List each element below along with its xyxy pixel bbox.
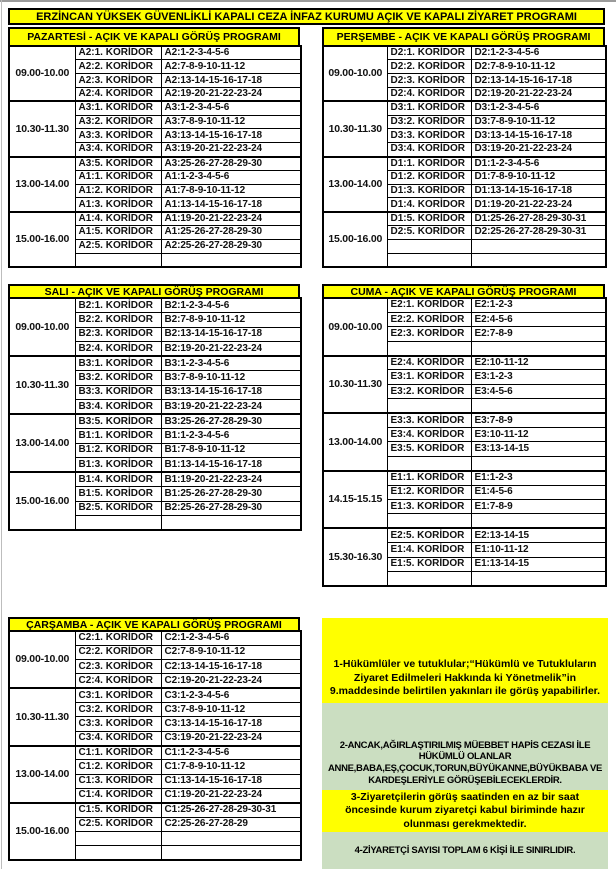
notes-box (322, 618, 608, 869)
ward-numbers-cell: B2:7-8-9-10-11-12 (161, 313, 301, 328)
time-slot: 14.15-15.15 (323, 471, 387, 529)
corridor-cell: B3:5. KORİDOR (75, 414, 161, 429)
day-header-pazartesi: PAZARTESİ - AÇIK VE KAPALI GÖRÜŞ PROGRAMI (8, 27, 300, 45)
ward-numbers-cell: E2:10-11-12 (471, 356, 606, 370)
ward-numbers-cell: C3:1-2-3-4-5-6 (161, 688, 301, 702)
corridor-cell (75, 253, 161, 267)
corridor-cell: A3:2. KORİDOR (75, 115, 161, 129)
ward-numbers-cell: B2:25-26-27-28-29-30 (161, 501, 301, 516)
corridor-cell: D3:4. KORİDOR (387, 143, 471, 157)
corridor-cell: C2:3. KORİDOR (75, 660, 161, 674)
corridor-cell: E1:4. KORİDOR (387, 543, 471, 557)
corridor-cell: E1:5. KORİDOR (387, 557, 471, 571)
schedule-table-cuma (322, 297, 607, 587)
schedule-row (9, 356, 301, 371)
corridor-cell: D1:2. KORİDOR (387, 170, 471, 184)
corridor-cell: D2:5. KORİDOR (387, 226, 471, 240)
ward-numbers-cell: E2:7-8-9 (471, 327, 606, 341)
schedule-row (323, 46, 606, 60)
time-slot: 15.00-16.00 (9, 212, 75, 267)
schedule-row (9, 746, 301, 760)
corridor-cell: C2:2. KORİDOR (75, 645, 161, 659)
ward-numbers-cell: D2:19-20-21-22-23-24 (471, 87, 606, 101)
ward-numbers-cell: D2:7-8-9-10-11-12 (471, 60, 606, 74)
schedule-table-persembe (322, 45, 607, 268)
ward-numbers-cell: C3:13-14-15-16-17-18 (161, 717, 301, 731)
ward-numbers-cell: E3:10-11-12 (471, 428, 606, 442)
ward-numbers-cell: D1:19-20-21-22-23-24 (471, 198, 606, 212)
ward-numbers-cell: A2:25-26-27-28-29-30 (161, 239, 301, 253)
ward-numbers-cell: C3:7-8-9-10-11-12 (161, 703, 301, 717)
schedule-row (9, 157, 301, 171)
schedule-table-carsamba (8, 630, 302, 861)
ward-numbers-cell (471, 253, 606, 267)
corridor-cell: D1:1. KORİDOR (387, 157, 471, 171)
ward-numbers-cell: C2:13-14-15-16-17-18 (161, 660, 301, 674)
ward-numbers-cell: E2:13-14-15 (471, 528, 606, 542)
schedule-row (323, 471, 606, 485)
corridor-cell: C1:2. KORİDOR (75, 760, 161, 774)
ward-numbers-cell: D2:25-26-27-28-29-30-31 (471, 226, 606, 240)
ward-numbers-cell: D3:7-8-9-10-11-12 (471, 115, 606, 129)
time-slot: 13.00-14.00 (323, 157, 387, 212)
corridor-cell: E3:3. KORİDOR (387, 413, 471, 427)
corridor-cell: D3:2. KORİDOR (387, 115, 471, 129)
time-slot: 09.00-10.00 (323, 46, 387, 101)
ward-numbers-cell: D2:1-2-3-4-5-6 (471, 46, 606, 60)
corridor-cell (75, 516, 161, 531)
time-slot: 10.30-11.30 (9, 688, 75, 745)
corridor-cell: C1:1. KORİDOR (75, 746, 161, 760)
corridor-cell: C3:1. KORİDOR (75, 688, 161, 702)
corridor-cell: A3:3. KORİDOR (75, 129, 161, 143)
schedule-table-pazartesi (8, 45, 302, 268)
schedule-row (323, 356, 606, 370)
schedule-row (323, 413, 606, 427)
corridor-cell: B3:1. KORİDOR (75, 356, 161, 371)
time-slot: 13.00-14.00 (9, 746, 75, 803)
corridor-cell: B1:4. KORİDOR (75, 472, 161, 487)
corridor-cell: C2:5. KORİDOR (75, 817, 161, 831)
corridor-cell (75, 846, 161, 860)
ward-numbers-cell: A3:19-20-21-22-23-24 (161, 143, 301, 157)
ward-numbers-cell: C2:19-20-21-22-23-24 (161, 674, 301, 688)
schedule-row (323, 101, 606, 115)
corridor-cell: D1:5. KORİDOR (387, 212, 471, 226)
schedule-row (9, 631, 301, 645)
ward-numbers-cell: B2:1-2-3-4-5-6 (161, 298, 301, 313)
ward-numbers-cell: A2:1-2-3-4-5-6 (161, 46, 301, 60)
schedule-row (9, 688, 301, 702)
time-slot: 10.30-11.30 (9, 356, 75, 414)
schedule-row (9, 101, 301, 115)
schedule-row (323, 157, 606, 171)
corridor-cell: A1:5. KORİDOR (75, 226, 161, 240)
ward-numbers-cell: E3:7-8-9 (471, 413, 606, 427)
schedule-row (9, 803, 301, 817)
schedule-table-wrap-persembe (322, 45, 605, 268)
corridor-cell: A3:5. KORİDOR (75, 157, 161, 171)
corridor-cell (387, 253, 471, 267)
ward-numbers-cell (161, 516, 301, 531)
time-slot: 15.00-16.00 (323, 212, 387, 267)
ward-numbers-cell: A3:7-8-9-10-11-12 (161, 115, 301, 129)
ward-numbers-cell: D3:19-20-21-22-23-24 (471, 143, 606, 157)
corridor-cell: E1:2. KORİDOR (387, 485, 471, 499)
ward-numbers-cell (471, 239, 606, 253)
corridor-cell: B1:3. KORİDOR (75, 458, 161, 473)
scan-edge-left (1, 0, 2, 869)
corridor-cell: A2:3. KORİDOR (75, 74, 161, 88)
ward-numbers-cell: E1:1-2-3 (471, 471, 606, 485)
corridor-cell: B3:4. KORİDOR (75, 400, 161, 415)
corridor-cell (387, 514, 471, 528)
ward-numbers-cell: A1:1-2-3-4-5-6 (161, 170, 301, 184)
corridor-cell: E1:3. KORİDOR (387, 499, 471, 513)
time-slot: 10.30-11.30 (9, 101, 75, 156)
schedule-row (9, 472, 301, 487)
corridor-cell: A2:2. KORİDOR (75, 60, 161, 74)
ward-numbers-cell: B3:7-8-9-10-11-12 (161, 371, 301, 386)
ward-numbers-cell: A3:25-26-27-28-29-30 (161, 157, 301, 171)
schedule-row (9, 46, 301, 60)
corridor-cell (387, 399, 471, 413)
corridor-cell: C2:1. KORİDOR (75, 631, 161, 645)
corridor-cell: E2:5. KORİDOR (387, 528, 471, 542)
corridor-cell: A2:1. KORİDOR (75, 46, 161, 60)
corridor-cell: A3:1. KORİDOR (75, 101, 161, 115)
corridor-cell: B1:2. KORİDOR (75, 443, 161, 458)
ward-numbers-cell: D3:13-14-15-16-17-18 (471, 129, 606, 143)
corridor-cell (387, 239, 471, 253)
time-slot: 13.00-14.00 (323, 413, 387, 471)
corridor-cell (75, 831, 161, 845)
corridor-cell: E2:4. KORİDOR (387, 356, 471, 370)
corridor-cell (387, 571, 471, 586)
time-slot: 09.00-10.00 (9, 46, 75, 101)
ward-numbers-cell: A1:7-8-9-10-11-12 (161, 184, 301, 198)
corridor-cell: A1:4. KORİDOR (75, 212, 161, 226)
schedule-row (323, 212, 606, 226)
ward-numbers-cell: C1:1-2-3-4-5-6 (161, 746, 301, 760)
note-1: 1-Hükümlüler ve tutuklular;“Hükümlü ve Tutukluların Ziyaret Edilmeleri Hakkında ki Yönetmelik”in 9.maddesinde belirtilen yakınları ile görüş yapabilirler. (322, 618, 608, 703)
corridor-cell: A1:2. KORİDOR (75, 184, 161, 198)
corridor-cell: A1:1. KORİDOR (75, 170, 161, 184)
ward-numbers-cell: A2:7-8-9-10-11-12 (161, 60, 301, 74)
corridor-cell: D1:3. KORİDOR (387, 184, 471, 198)
schedule-row (9, 212, 301, 226)
time-slot: 13.00-14.00 (9, 414, 75, 472)
ward-numbers-cell: A3:1-2-3-4-5-6 (161, 101, 301, 115)
ward-numbers-cell: C1:13-14-15-16-17-18 (161, 774, 301, 788)
ward-numbers-cell: C2:25-26-27-28-29 (161, 817, 301, 831)
schedule-row (9, 298, 301, 313)
schedule-table-wrap-sali (8, 297, 300, 531)
corridor-cell: C3:3. KORİDOR (75, 717, 161, 731)
day-header-persembe: PERŞEMBE - AÇIK VE KAPALI GÖRÜŞ PROGRAMI (322, 27, 605, 45)
schedule-row (323, 528, 606, 542)
ward-numbers-cell (471, 514, 606, 528)
section-cuma (322, 284, 605, 587)
schedule-table-wrap-carsamba (8, 630, 300, 861)
corridor-cell: C3:4. KORİDOR (75, 731, 161, 745)
corridor-cell: B2:3. KORİDOR (75, 327, 161, 342)
corridor-cell: A3:4. KORİDOR (75, 143, 161, 157)
corridor-cell: B1:1. KORİDOR (75, 429, 161, 444)
corridor-cell: D2:1. KORİDOR (387, 46, 471, 60)
schedule-table-sali (8, 297, 302, 531)
corridor-cell: C1:4. KORİDOR (75, 788, 161, 802)
ward-numbers-cell: E3:4-5-6 (471, 384, 606, 398)
ward-numbers-cell: E1:13-14-15 (471, 557, 606, 571)
ward-numbers-cell: B3:25-26-27-28-29-30 (161, 414, 301, 429)
corridor-cell: E2:2. KORİDOR (387, 312, 471, 326)
corridor-cell: B2:4. KORİDOR (75, 342, 161, 357)
ward-numbers-cell (471, 341, 606, 355)
time-slot: 15.00-16.00 (9, 472, 75, 530)
ward-numbers-cell: A2:19-20-21-22-23-24 (161, 87, 301, 101)
ward-numbers-cell: B1:25-26-27-28-29-30 (161, 487, 301, 502)
schedule-row (323, 298, 606, 312)
corridor-cell: B3:3. KORİDOR (75, 385, 161, 400)
note-4: 4-ZİYARETÇİ SAYISI TOPLAM 6 KİŞİ İLE SINIRLIDIR. (322, 832, 608, 869)
corridor-cell (387, 341, 471, 355)
corridor-cell: B1:5. KORİDOR (75, 487, 161, 502)
ward-numbers-cell (161, 846, 301, 860)
ward-numbers-cell: C1:19-20-21-22-23-24 (161, 788, 301, 802)
scan-edge-top (0, 0, 616, 2)
section-pazartesi (8, 27, 300, 268)
time-slot: 15.00-16.00 (9, 803, 75, 860)
corridor-cell: C2:4. KORİDOR (75, 674, 161, 688)
corridor-cell: D3:1. KORİDOR (387, 101, 471, 115)
corridor-cell: E3:2. KORİDOR (387, 384, 471, 398)
corridor-cell: C1:5. KORİDOR (75, 803, 161, 817)
ward-numbers-cell: B3:19-20-21-22-23-24 (161, 400, 301, 415)
ward-numbers-cell: D2:13-14-15-16-17-18 (471, 74, 606, 88)
corridor-cell: A2:5. KORİDOR (75, 239, 161, 253)
corridor-cell: D3:3. KORİDOR (387, 129, 471, 143)
corridor-cell: B2:1. KORİDOR (75, 298, 161, 313)
note-2: 2-ANCAK,AĞIRLAŞTIRILMIŞ MÜEBBET HAPİS CEZASI İLE HÜKÜMLÜ OLANLAR ANNE,BABA,EŞ,ÇOCUK,TORUN,BÜYÜKANNE,BÜYÜKBABA VE KARDEŞLERİYLE GÖRÜŞEBİLECEKLERDİR. (322, 703, 608, 790)
schedule-table-wrap-cuma (322, 297, 605, 587)
ward-numbers-cell: B1:7-8-9-10-11-12 (161, 443, 301, 458)
ward-numbers-cell: B3:13-14-15-16-17-18 (161, 385, 301, 400)
ward-numbers-cell (471, 456, 606, 470)
ward-numbers-cell: D1:7-8-9-10-11-12 (471, 170, 606, 184)
corridor-cell: D2:2. KORİDOR (387, 60, 471, 74)
corridor-cell: C3:2. KORİDOR (75, 703, 161, 717)
ward-numbers-cell: B1:13-14-15-16-17-18 (161, 458, 301, 473)
ward-numbers-cell: B1:1-2-3-4-5-6 (161, 429, 301, 444)
time-slot: 10.30-11.30 (323, 101, 387, 156)
ward-numbers-cell: C2:1-2-3-4-5-6 (161, 631, 301, 645)
ward-numbers-cell: C3:19-20-21-22-23-24 (161, 731, 301, 745)
corridor-cell: D2:3. KORİDOR (387, 74, 471, 88)
corridor-cell: E3:1. KORİDOR (387, 370, 471, 384)
time-slot: 09.00-10.00 (9, 298, 75, 356)
corridor-cell: E2:1. KORİDOR (387, 298, 471, 312)
time-slot: 09.00-10.00 (9, 631, 75, 688)
day-header-cuma: CUMA - AÇIK VE KAPALI GÖRÜŞ PROGRAMI (322, 284, 605, 297)
time-slot: 13.00-14.00 (9, 157, 75, 212)
time-slot: 09.00-10.00 (323, 298, 387, 356)
time-slot: 15.30-16.30 (323, 528, 387, 586)
ward-numbers-cell: E2:1-2-3 (471, 298, 606, 312)
ward-numbers-cell: E1:4-5-6 (471, 485, 606, 499)
ward-numbers-cell: E1:10-11-12 (471, 543, 606, 557)
ward-numbers-cell: C1:25-26-27-28-29-30-31 (161, 803, 301, 817)
corridor-cell: E3:5. KORİDOR (387, 442, 471, 456)
ward-numbers-cell: E1:7-8-9 (471, 499, 606, 513)
note-3: 3-Ziyaretçilerin görüş saatinden en az bir saat öncesinde kurum ziyaretçi kabul biriminde hazır olunması gerekmektedir. (322, 790, 608, 832)
section-sali (8, 284, 300, 531)
corridor-cell: E3:4. KORİDOR (387, 428, 471, 442)
corridor-cell: A1:3. KORİDOR (75, 198, 161, 212)
corridor-cell: B2:2. KORİDOR (75, 313, 161, 328)
day-header-sali: SALI - AÇIK VE KAPALI GÖRÜŞ PROGRAMI (8, 284, 300, 297)
ward-numbers-cell: C2:7-8-9-10-11-12 (161, 645, 301, 659)
ward-numbers-cell: C1:7-8-9-10-11-12 (161, 760, 301, 774)
ward-numbers-cell: B3:1-2-3-4-5-6 (161, 356, 301, 371)
ward-numbers-cell: B2:13-14-15-16-17-18 (161, 327, 301, 342)
corridor-cell: A2:4. KORİDOR (75, 87, 161, 101)
schedule-row (9, 414, 301, 429)
section-persembe (322, 27, 605, 268)
corridor-cell: E1:1. KORİDOR (387, 471, 471, 485)
ward-numbers-cell (471, 399, 606, 413)
ward-numbers-cell: D1:13-14-15-16-17-18 (471, 184, 606, 198)
corridor-cell: D1:4. KORİDOR (387, 198, 471, 212)
ward-numbers-cell: D1:1-2-3-4-5-6 (471, 157, 606, 171)
ward-numbers-cell: B1:19-20-21-22-23-24 (161, 472, 301, 487)
document-title: ERZİNCAN YÜKSEK GÜVENLİKLİ KAPALI CEZA İNFAZ KURUMU AÇIK VE KAPALI ZİYARET PROGRAMI (8, 8, 605, 25)
corridor-cell: E2:3. KORİDOR (387, 327, 471, 341)
ward-numbers-cell: A3:13-14-15-16-17-18 (161, 129, 301, 143)
day-header-carsamba: ÇARŞAMBA - AÇIK VE KAPALI GÖRÜŞ PROGRAMI (8, 617, 300, 630)
corridor-cell: B2:5. KORİDOR (75, 501, 161, 516)
ward-numbers-cell (161, 831, 301, 845)
ward-numbers-cell (161, 253, 301, 267)
time-slot: 10.30-11.30 (323, 356, 387, 414)
section-carsamba (8, 617, 300, 861)
corridor-cell: C1:3. KORİDOR (75, 774, 161, 788)
ward-numbers-cell: B2:19-20-21-22-23-24 (161, 342, 301, 357)
ward-numbers-cell: E3:13-14-15 (471, 442, 606, 456)
ward-numbers-cell: D1:25-26-27-28-29-30-31 (471, 212, 606, 226)
corridor-cell: D2:4. KORİDOR (387, 87, 471, 101)
ward-numbers-cell: E3:1-2-3 (471, 370, 606, 384)
ward-numbers-cell: A1:25-26-27-28-29-30 (161, 226, 301, 240)
schedule-table-wrap-pazartesi (8, 45, 300, 268)
ward-numbers-cell (471, 571, 606, 586)
ward-numbers-cell: D3:1-2-3-4-5-6 (471, 101, 606, 115)
ward-numbers-cell: A2:13-14-15-16-17-18 (161, 74, 301, 88)
corridor-cell: B3:2. KORİDOR (75, 371, 161, 386)
ward-numbers-cell: E2:4-5-6 (471, 312, 606, 326)
ward-numbers-cell: A1:13-14-15-16-17-18 (161, 198, 301, 212)
ward-numbers-cell: A1:19-20-21-22-23-24 (161, 212, 301, 226)
corridor-cell (387, 456, 471, 470)
